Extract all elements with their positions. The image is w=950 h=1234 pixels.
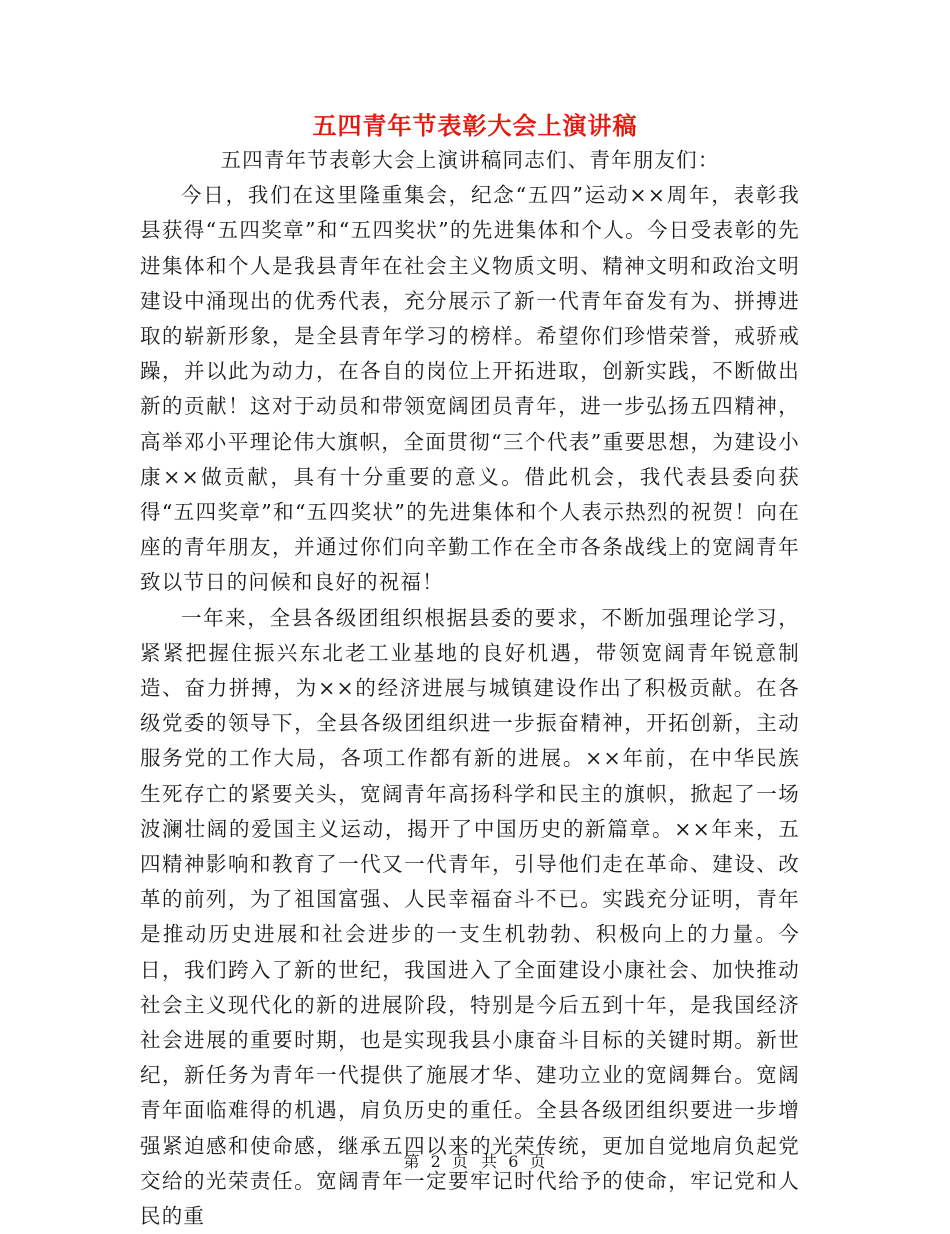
footer-prefix: 第 xyxy=(403,1152,421,1171)
document-title: 五四青年节表彰大会上演讲稿 xyxy=(312,111,638,140)
document-body xyxy=(140,143,800,1234)
footer-page-number: 2 xyxy=(430,1152,442,1171)
page-footer xyxy=(0,1150,950,1174)
paragraph-1: 今日，我们在这里隆重集会，纪念“五四”运动××周年，表彰我县获得“五四奖章”和“五四奖状”的先进集体和个人。今日受表彰的先进集体和个人是我县青年在社会主义物质文明、精神文明和政治文明建设中涌现出的优秀代表，充分展示了新一代青年奋发有为、拼搏进取的崭新形象，是全县青年学习的榜样。希望你们珍惜荣誉，戒骄戒躁，并以此为动力，在各自的岗位上开拓进取，创新实践，不断做出新的贡献！这对于动员和带领宽阔团员青年，进一步弘扬五四精神，高举邓小平理论伟大旗帜，全面贯彻“三个代表”重要思想，为建设小康××做贡献，具有十分重要的意义。借此机会，我代表县委向获得“五四奖章”和“五四奖状”的先进集体和个人表示热烈的祝贺！向在座的青年朋友，并通过你们向辛勤工作在全市各条战线上的宽阔青年致以节日的问候和良好的祝福！ xyxy=(140,183,800,595)
paragraph-2: 一年来，全县各级团组织根据县委的要求，不断加强理论学习，紧紧把握住振兴东北老工业基地的良好机遇，带领宽阔青年锐意制造、奋力拼搏，为××的经济进展与城镇建设作出了积极贡献。在各级党委的领导下，全县各级团组织进一步振奋精神，开拓创新，主动服务党的工作大局，各项工作都有新的进展。××年前，在中华民族生死存亡的紧要关头，宽阔青年高扬科学和民主的旗帜，掀起了一场波澜壮阔的爱国主义运动，揭开了中国历史的新篇章。××年来，五四精神影响和教育了一代又一代青年，引导他们走在革命、建设、改革的前列，为了祖国富强、人民幸福奋斗不已。实践充分证明，青年是推动历史进展和社会进步的一支生机勃勃、积极向上的力量。今日，我们跨入了新的世纪，我国进入了全面建设小康社会、加快推动社会主义现代化的新的进展阶段，特别是今后五到十年，是我国经济社会进展的重要时期，也是实现我县小康奋斗目标的关键时期。新世纪，新任务为青年一代提供了施展才华、建功立业的宽阔舞台。宽阔青年面临难得的机遇，肩负历史的重任。全县各级团组织要进一步增强紧迫感和使命感，继承五四以来的光荣传统，更加自觉地肩负起党交给的光荣责任。宽阔青年一定要牢记时代给予的使命，牢记党和人民的重 xyxy=(140,605,800,1229)
footer-suffix: 页 xyxy=(529,1152,547,1171)
salutation-line: 五四青年节表彰大会上演讲稿同志们、青年朋友们： xyxy=(220,148,720,172)
footer-middle: 页 共 xyxy=(451,1152,499,1171)
footer-total-pages: 6 xyxy=(508,1152,520,1171)
